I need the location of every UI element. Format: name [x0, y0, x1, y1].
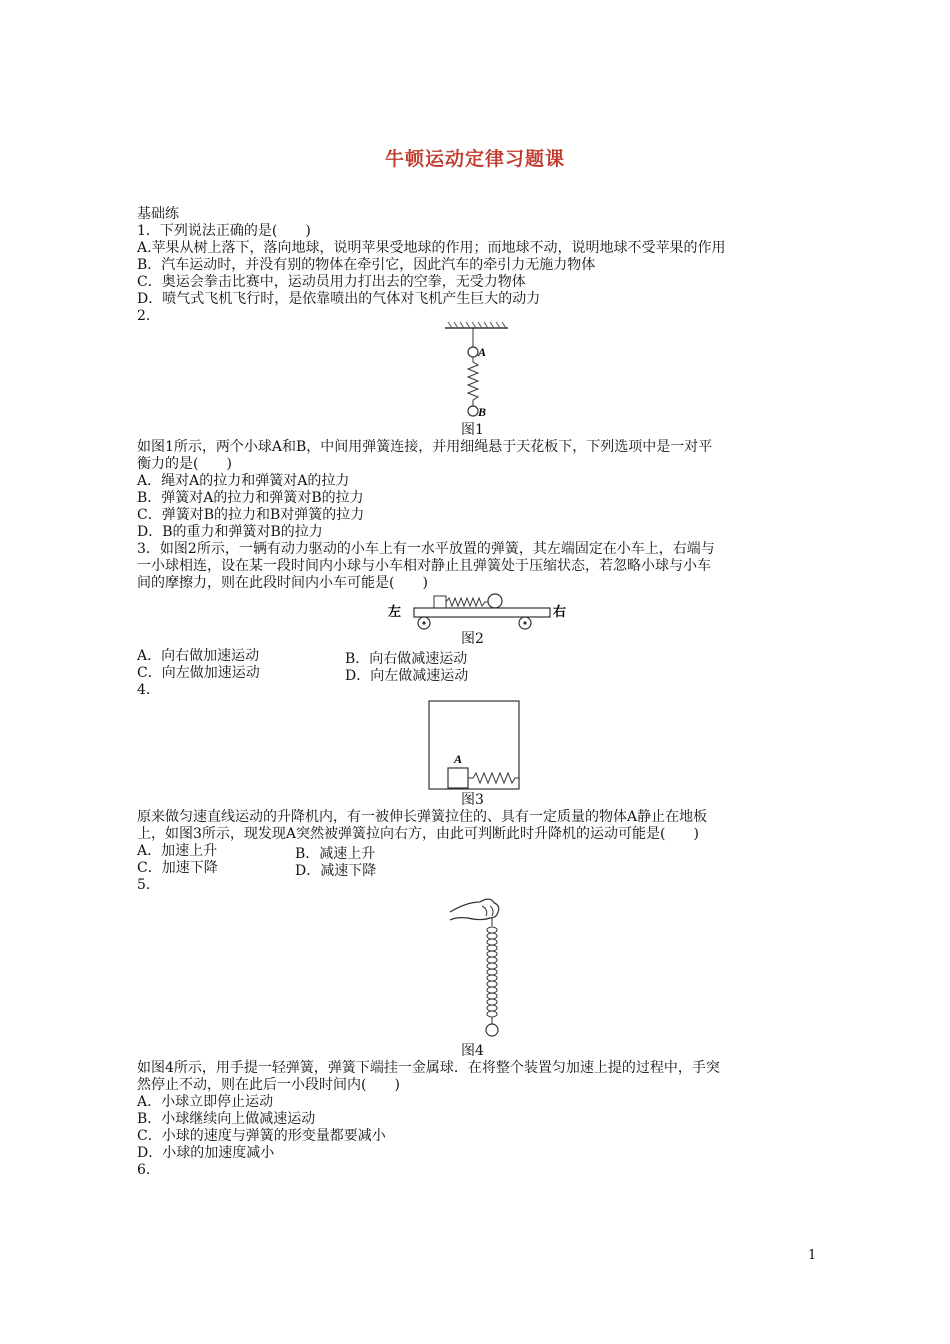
figure-1-label-b	[478, 404, 492, 418]
figure-3-elevator	[428, 700, 522, 792]
section-heading: 基础练	[137, 206, 179, 222]
q2-option-d: D．B的重力和弹簧对B的拉力	[137, 524, 323, 540]
q5-option-c: C．小球的速度与弹簧的形变量都要减小	[137, 1128, 386, 1144]
q2-option-b: B．弹簧对A的拉力和弹簧对B的拉力	[137, 490, 364, 506]
q1-option-d: D．喷气式飞机飞行时，是依靠喷出的气体对飞机产生巨大的动力	[137, 291, 541, 307]
q4-option-c: C．加速下降	[137, 860, 218, 876]
figure-4-hand-spring	[448, 894, 518, 1044]
figure-2-right-label: 右	[553, 605, 567, 620]
q4-stem-line1: 原来做匀速直线运动的升降机内，有一被伸长弹簧拉住的、具有一定质量的物体A静止在地板	[137, 809, 708, 825]
q5-option-a: A．小球立即停止运动	[137, 1094, 274, 1110]
figure-4-caption: 图4	[461, 1043, 484, 1059]
q2-option-a: A．绳对A的拉力和弹簧对A的拉力	[137, 473, 350, 489]
page-number: 1	[808, 1248, 817, 1263]
figure-2-cart	[386, 590, 576, 634]
q6-number: 6.	[137, 1162, 151, 1178]
page-title: 牛顿运动定律习题课	[384, 148, 565, 170]
q1-stem: 1．下列说法正确的是( )	[137, 223, 311, 239]
q3-option-a: A．向右做加速运动	[137, 648, 260, 664]
q3-option-d: D．向左做减速运动	[345, 668, 469, 684]
figure-1-label-a	[478, 344, 492, 358]
q3-option-b: B．向右做减速运动	[345, 651, 468, 667]
q2-stem-line2: 衡力的是( )	[137, 456, 232, 472]
q5-option-b: B．小球继续向上做减速运动	[137, 1111, 316, 1127]
q2-stem-line1: 如图1所示，两个小球A和B，中间用弹簧连接，并用细绳悬于天花板下，下列选项中是一对平	[137, 439, 713, 455]
q2-option-c: C．弹簧对B的拉力和B对弹簧的拉力	[137, 507, 365, 523]
q5-stem-line2: 然停止不动，则在此后一小段时间内( )	[137, 1077, 400, 1093]
q4-option-b: B．减速上升	[295, 846, 376, 862]
q4-stem-line2: 上，如图3所示，现发现A突然被弹簧拉向右方，由此可判断此时升降机的运动可能是( )	[137, 826, 699, 842]
q5-number: 5.	[137, 877, 151, 893]
q3-stem-line1: 3．如图2所示，一辆有动力驱动的小车上有一水平放置的弹簧，其左端固定在小车上，右端与	[137, 541, 715, 557]
q5-option-d: D．小球的加速度减小	[137, 1145, 275, 1161]
q5-stem-line1: 如图4所示，用手提一轻弹簧，弹簧下端挂一金属球．在将整个装置匀加速上提的过程中，手突	[137, 1060, 720, 1076]
figure-2-caption: 图2	[461, 631, 484, 647]
q2-number: 2.	[137, 308, 151, 324]
svg-text:B: B	[478, 405, 487, 419]
figure-3-label-a: A	[454, 752, 463, 766]
q3-stem-line2: 一小球相连，设在某一段时间内小球与小车相对静止且弹簧处于压缩状态，若忽略小球与小车	[137, 558, 711, 574]
figure-2-left-label: 左	[388, 605, 402, 620]
q4-number: 4.	[137, 682, 151, 698]
q3-stem-line3: 间的摩擦力，则在此段时间内小车可能是( )	[137, 575, 428, 591]
q1-option-a: A.苹果从树上落下，落向地球，说明苹果受地球的作用；而地球不动，说明地球不受苹果的作用	[137, 240, 726, 256]
q3-option-c: C．向左做加速运动	[137, 665, 260, 681]
q4-option-d: D．减速下降	[295, 863, 377, 879]
figure-1-caption: 图1	[461, 422, 484, 438]
q1-option-c: C．奥运会拳击比赛中，运动员用力打出去的空拳，无受力物体	[137, 274, 526, 290]
figure-3-caption: 图3	[461, 792, 484, 808]
q1-option-b: B．汽车运动时，并没有别的物体在牵引它，因此汽车的牵引力无施力物体	[137, 257, 596, 273]
svg-text:A: A	[478, 345, 487, 359]
q4-option-a: A．加速上升	[137, 843, 218, 859]
